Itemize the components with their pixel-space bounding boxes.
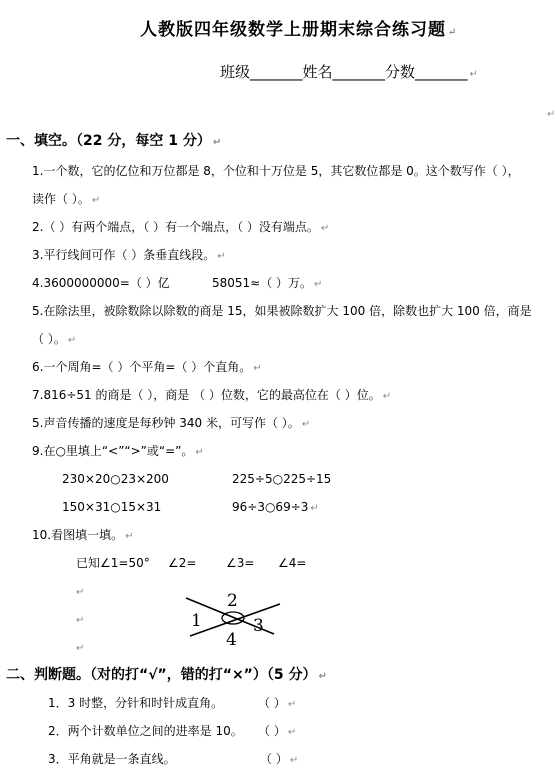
paragraph-mark: ↵ (320, 223, 330, 234)
paragraph-mark: ↵ (217, 251, 226, 262)
angle-label-4: 4 (226, 630, 237, 650)
judge-blank-2: （ ） ↵ (258, 724, 297, 738)
paragraph-mark: ↵ (253, 363, 262, 374)
paragraph-mark: ↵ (382, 391, 392, 402)
section-2-heading: 二、判断题。（对的打“√”，错的打“×”）（5 分） ↵ (6, 667, 327, 683)
angle-4-blank: ∠4= (278, 556, 307, 570)
angle-label-3: 3 (253, 616, 264, 636)
angle-given: 已知∠1=50° (76, 556, 150, 570)
paragraph-mark: ↵ (195, 447, 204, 458)
paragraph-mark: ↵ (91, 195, 101, 206)
question-5-line-2: （ ）。 ↵ (32, 332, 77, 346)
question-5-line-1: 5.在除法里，被除数除以除数的商是 15，如果被除数扩大 100 倍，除数也扩大 100 倍，商是 (32, 304, 532, 318)
compare-expression: 150×31○15×31 (62, 500, 162, 514)
judge-item-2: 2．两个计数单位之间的进率是 10。 (48, 724, 243, 738)
question-8: 5.声音传播的速度是每秒钟 340 米，可写作（ ）。 ↵ (32, 416, 311, 430)
judge-item-3: 3．平角就是一条直线。 (48, 752, 176, 766)
paragraph-mark: ↵ (76, 615, 85, 626)
page-title: 人教版四年级数学上册期末综合练习题 ↵ (140, 20, 458, 40)
question-1-line-2: 读作（ ）。 ↵ (32, 192, 101, 206)
question-10: 10.看图填一填。 ↵ (32, 528, 134, 542)
paragraph-mark: ↵ (318, 671, 327, 682)
paragraph-mark: ↵ (448, 27, 458, 38)
paragraph-mark: ↵ (469, 69, 478, 80)
paragraph-mark: ↵ (289, 755, 299, 766)
question-2: 2.（ ）有两个端点，（ ）有一个端点，（ ）没有端点。 ↵ (32, 220, 330, 234)
paragraph-mark: ↵ (76, 643, 85, 654)
angle-2-blank: ∠2= (168, 556, 197, 570)
compare-expression: 230×20○23×200 (62, 472, 169, 486)
paragraph-mark: ↵ (287, 699, 297, 710)
paragraph-mark: ↵ (125, 531, 134, 542)
paragraph-mark: ↵ (67, 335, 77, 346)
compare-expression: 96÷3○69÷3 ↵ (232, 500, 319, 514)
judge-item-1: 1．3 时整，分针和时针成直角。 (48, 696, 224, 710)
section-1-heading: 一、填空。（22 分，每空 1 分） ↵ (6, 133, 222, 149)
question-6: 6.一个周角=（ ）个平角=（ ）个直角。 ↵ (32, 360, 262, 374)
question-4-part-a: 4.3600000000=（ ）亿 (32, 276, 170, 290)
paragraph-mark: ↵ (301, 419, 311, 430)
question-3: 3.平行线间可作（ ）条垂直线段。 ↵ (32, 248, 226, 262)
angle-3-blank: ∠3= (226, 556, 255, 570)
paragraph-mark: ↵ (76, 587, 85, 598)
question-9: 9.在○里填上“<”“>”或“=”。 ↵ (32, 444, 204, 458)
paragraph-mark: ↵ (547, 109, 555, 120)
paragraph-mark: ↵ (212, 137, 222, 148)
compare-expression: 225÷5○225÷15 (232, 472, 332, 486)
student-info-line: 班级_______姓名_______分数_______ ↵ (220, 63, 478, 81)
paragraph-mark: ↵ (314, 279, 323, 290)
angle-label-2: 2 (227, 591, 238, 611)
question-4-part-b: 58051≈（ ）万。 ↵ (212, 276, 323, 290)
judge-blank-1: （ ） ↵ (258, 696, 297, 710)
intersecting-lines-figure (182, 590, 282, 650)
paragraph-mark: ↵ (287, 727, 297, 738)
question-7: 7.816÷51 的商是（ ），商是 （ ）位数，它的最高位在（ ）位。 ↵ (32, 388, 392, 402)
angle-label-1: 1 (191, 611, 202, 631)
judge-blank-3: （ ） ↵ (260, 752, 299, 766)
paragraph-mark: ↵ (310, 503, 319, 514)
question-1-line-1: 1.一个数，它的亿位和万位都是 8，个位和十万位是 5，其它数位都是 0。这个数写作（ ）， (32, 164, 520, 178)
